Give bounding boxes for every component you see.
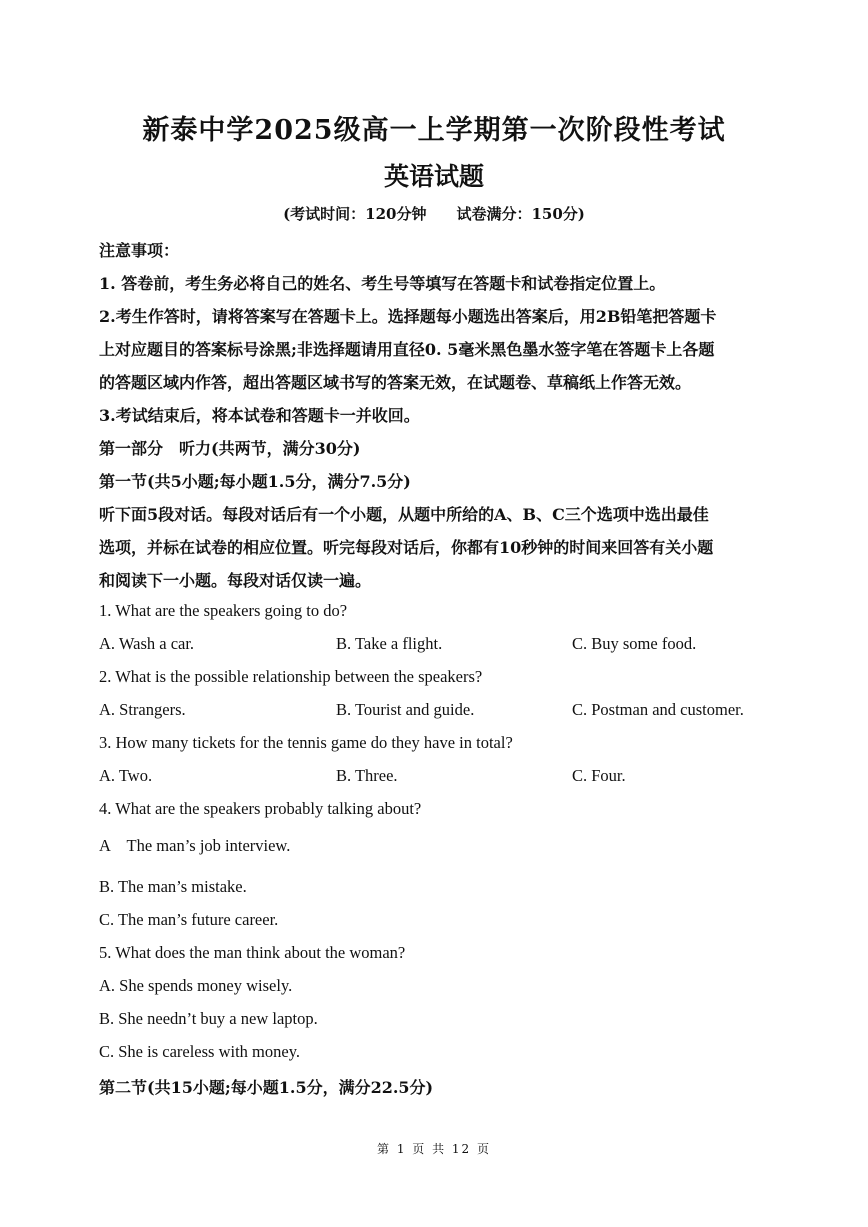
question-3-option-b: B. Three. <box>336 766 398 785</box>
question-1-option-a: A. Wash a car. <box>99 634 195 653</box>
note-item-2-line-3: 的答题区域内作答，超出答题区域书写的答案无效，在试题卷、草稿纸上作答无效。 <box>99 373 692 392</box>
question-3-stem: 3. How many tickets for the tennis game do they have in total? <box>99 733 513 752</box>
exam-info: (考试时间：120分钟 试卷满分：150分) <box>283 205 585 223</box>
note-item-1: 1. 答卷前，考生务必将自己的姓名、考生号等填写在答题卡和试卷指定位置上。 <box>99 274 666 293</box>
question-4-option-b: B. The man’s mistake. <box>99 877 247 896</box>
question-4-option-c: C. The man’s future career. <box>99 910 279 929</box>
question-5-option-a: A. She spends money wisely. <box>99 976 293 995</box>
exam-subject: 英语试题 <box>383 162 484 191</box>
note-item-3: 3.考试结束后，将本试卷和答题卡一并收回。 <box>99 406 420 425</box>
question-1-option-c: C. Buy some food. <box>572 634 697 653</box>
question-5-stem: 5. What does the man think about the woman? <box>99 943 406 962</box>
exam-title: 新泰中学2025级高一上学期第一次阶段性考试 <box>142 115 726 146</box>
question-5-option-c: C. She is careless with money. <box>99 1042 301 1061</box>
notes-heading: 注意事项： <box>99 241 180 260</box>
question-3-option-a: A. Two. <box>99 766 153 785</box>
page-footer: 第 1 页 共 12 页 <box>377 1142 491 1156</box>
question-1-option-b: B. Take a flight. <box>336 634 443 653</box>
question-2-option-c: C. Postman and customer. <box>572 700 744 719</box>
part-1-heading: 第一部分 听力(共两节，满分30分) <box>99 439 361 458</box>
instructions-line-2: 选项，并标在试卷的相应位置。听完每段对话后，你都有10秒钟的时间来回答有关小题 <box>99 538 714 557</box>
question-2-option-b: B. Tourist and guide. <box>336 700 475 719</box>
question-2-stem: 2. What is the possible relationship between the speakers? <box>99 667 483 686</box>
note-item-2-line-1: 2.考生作答时，请将答案写在答题卡上。选择题每小题选出答案后，用2B铅笔把答题卡 <box>99 307 717 326</box>
question-4-stem: 4. What are the speakers probably talking about? <box>99 799 422 818</box>
question-1-stem: 1. What are the speakers going to do? <box>99 601 348 620</box>
question-4-option-a: A The man’s job interview. <box>99 836 291 855</box>
question-3-option-c: C. Four. <box>572 766 626 785</box>
instructions-line-3: 和阅读下一小题。每段对话仅读一遍。 <box>99 571 372 590</box>
instructions-line-1: 听下面5段对话。每段对话后有一个小题，从题中所给的A、B、C三个选项中选出最佳 <box>99 505 709 524</box>
section-2-heading: 第二节(共15小题;每小题1.5分，满分22.5分) <box>99 1078 434 1097</box>
section-1-heading: 第一节(共5小题;每小题1.5分，满分7.5分) <box>99 472 411 491</box>
question-2-option-a: A. Strangers. <box>99 700 186 719</box>
question-5-option-b: B. She needn’t buy a new laptop. <box>99 1009 318 1028</box>
note-item-2-line-2: 上对应题目的答案标号涂黑;非选择题请用直径0. 5毫米黑色墨水签字笔在答题卡上各题 <box>99 340 715 359</box>
